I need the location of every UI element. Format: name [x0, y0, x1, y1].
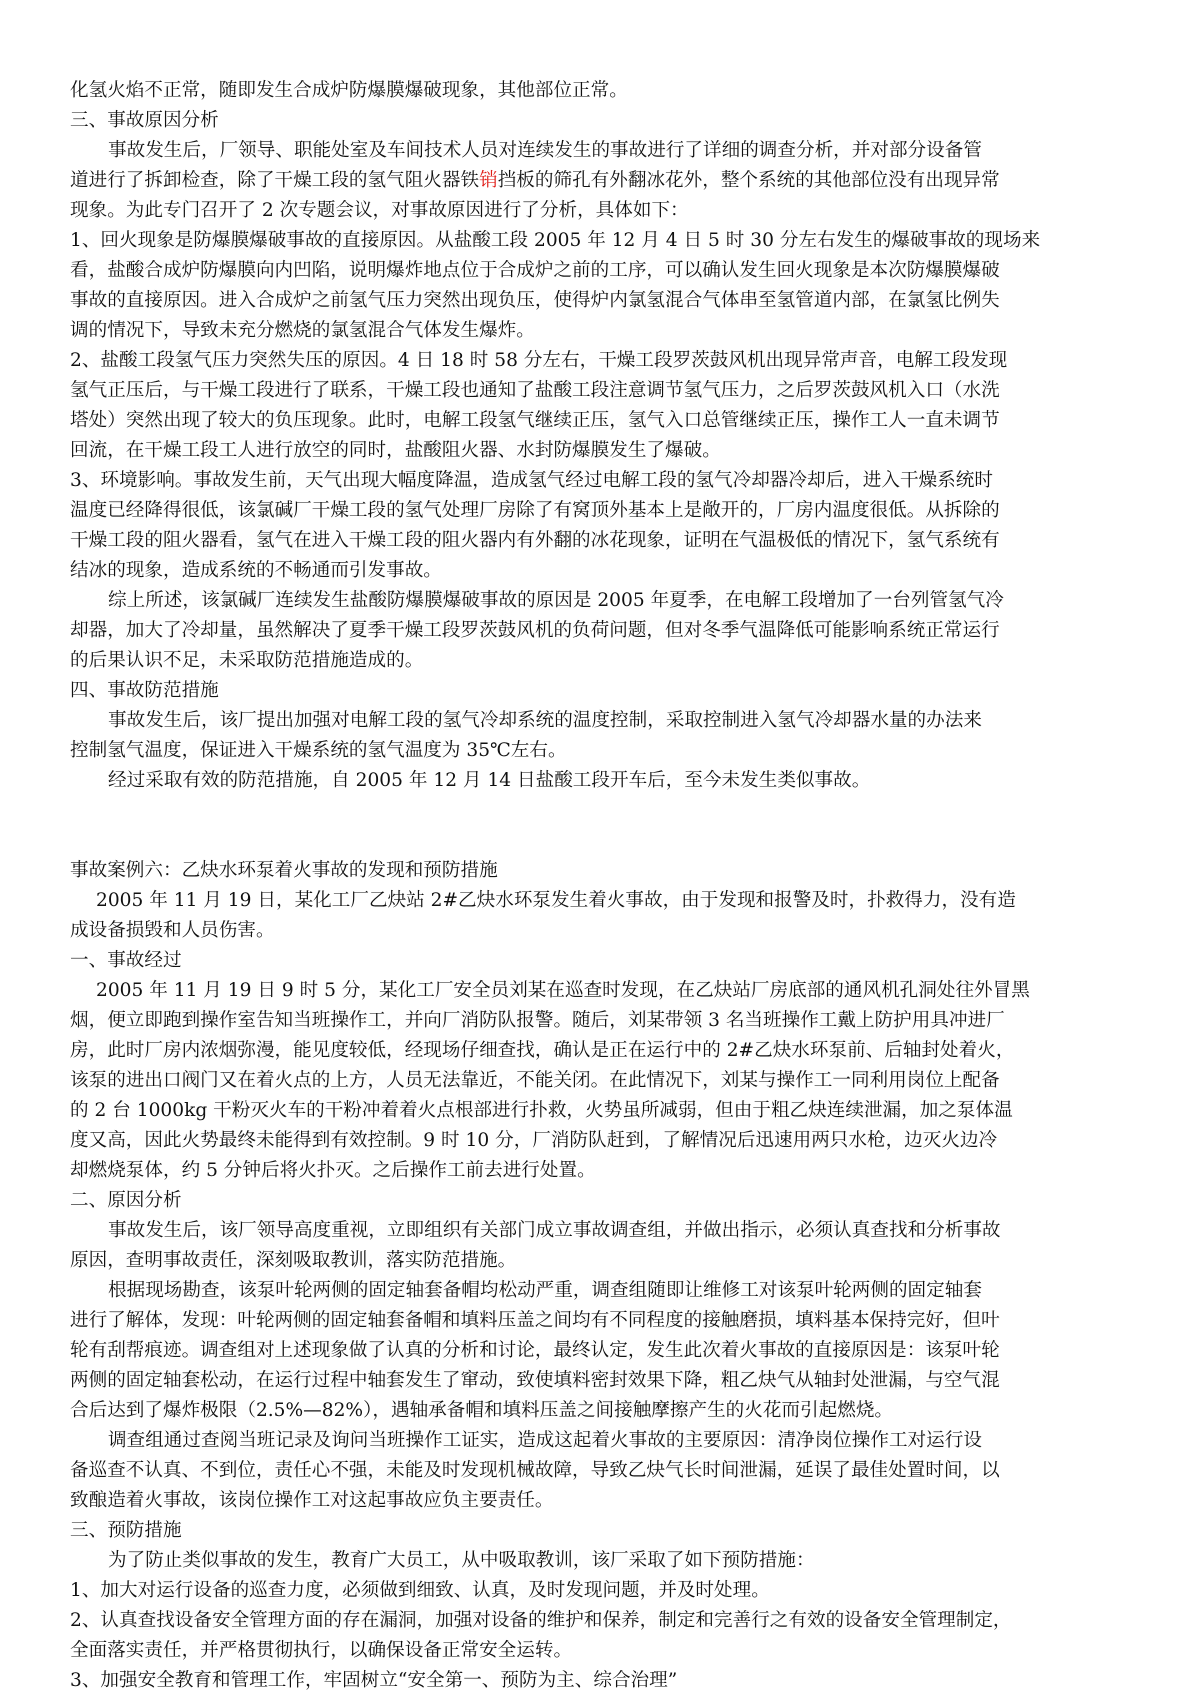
text-line: 两侧的固定轴套松动，在运行过程中轴套发生了窜动，致使填料密封效果下降，粗乙炔气从轴封处泄漏，与空气混	[70, 1370, 1000, 1391]
text-line: 合后达到了爆炸极限（2.5%—82%），遇轴承备帽和填料压盖之间接触摩擦产生的火花而引起燃烧。	[70, 1400, 894, 1421]
text-line: 综上所述，该氯碱厂连续发生盐酸防爆膜爆破事故的原因是 2005 年夏季，在电解工段增加了一台列管氢气冷	[108, 590, 1004, 611]
text-line: 1、回火现象是防爆膜爆破事故的直接原因。从盐酸工段 2005 年 12 月 4 日 5 时 30 分左右发生的爆破事故的现场来	[70, 230, 1041, 251]
section-heading: 四、事故防范措施	[70, 680, 219, 701]
text-line: 回流，在干燥工段工人进行放空的同时，盐酸阻火器、水封防爆膜发生了爆破。	[70, 440, 721, 461]
text-line: 致酿造着火事故，该岗位操作工对这起事故应负主要责任。	[70, 1490, 554, 1511]
text-line: 看，盐酸合成炉防爆膜向内凹陷，说明爆炸地点位于合成炉之前的工序，可以确认发生回火现象是本次防爆膜爆破	[70, 260, 1000, 281]
text-line: 干燥工段的阻火器看，氢气在进入干燥工段的阻火器内有外翻的冰花现象，证明在气温极低的情况下，氢气系统有	[70, 530, 1000, 551]
text-line: 结冰的现象，造成系统的不畅通而引发事故。	[70, 560, 442, 581]
case-title: 事故案例六：乙炔水环泵着火事故的发现和预防措施	[70, 860, 498, 881]
section-heading: 一、事故经过	[70, 950, 182, 971]
text-line: 烟，便立即跑到操作室告知当班操作工，并向厂消防队报警。随后，刘某带领 3 名当班操作工戴上防护用具冲进厂	[70, 1010, 1005, 1031]
text-line: 事故发生后，该厂提出加强对电解工段的氢气冷却系统的温度控制，采取控制进入氢气冷却器水量的办法来	[108, 710, 982, 731]
text-line: 道进行了拆卸检查，除了干燥工段的氢气阻火器铁销挡板的筛孔有外翻冰花外，整个系统的其他部位没有出现异常	[70, 170, 1000, 191]
text-line: 化氢火焰不正常，随即发生合成炉防爆膜爆破现象，其他部位正常。	[70, 80, 628, 101]
text-line: 2005 年 11 月 19 日，某化工厂乙炔站 2#乙炔水环泵发生着火事故，由于发现和报警及时，扑救得力，没有造	[96, 890, 1016, 911]
text-line: 轮有刮帮痕迹。调查组对上述现象做了认真的分析和讨论，最终认定，发生此次着火事故的直接原因是：该泵叶轮	[70, 1340, 1000, 1361]
text-line: 塔处）突然出现了较大的负压现象。此时，电解工段氢气继续正压，氢气入口总管继续正压，操作工人一直未调节	[70, 410, 1000, 431]
text-line: 的后果认识不足，未采取防范措施造成的。	[70, 650, 424, 671]
text-line: 事故发生后，厂领导、职能处室及车间技术人员对连续发生的事故进行了详细的调查分析，并对部分设备管	[108, 140, 982, 161]
text-line: 的 2 台 1000kg 干粉灭火车的干粉冲着着火点根部进行扑救，火势虽所减弱，但由于粗乙炔连续泄漏，加之泵体温	[70, 1100, 1013, 1121]
text-line: 备巡查不认真、不到位，责任心不强，未能及时发现机械故障，导致乙炔气长时间泄漏，延误了最佳处置时间，以	[70, 1460, 1000, 1481]
text-line: 进行了解体，发现：叶轮两侧的固定轴套备帽和填料压盖之间均有不同程度的接触磨损，填料基本保持完好，但叶	[70, 1310, 1000, 1331]
text-line: 事故的直接原因。进入合成炉之前氢气压力突然出现负压，使得炉内氯氢混合气体串至氢管道内部，在氯氢比例失	[70, 290, 1000, 311]
text-line: 氢气正压后，与干燥工段进行了联系，干燥工段也通知了盐酸工段注意调节氢气压力，之后罗茨鼓风机入口（水洗	[70, 380, 1000, 401]
spacer	[70, 796, 1121, 856]
text-line: 现象。为此专门召开了 2 次专题会议，对事故原因进行了分析，具体如下：	[70, 200, 689, 221]
section-heading: 三、事故原因分析	[70, 110, 219, 131]
text-line: 根据现场勘查，该泵叶轮两侧的固定轴套备帽均松动严重，调查组随即让维修工对该泵叶轮两侧的固定轴套	[108, 1280, 982, 1301]
text-line: 控制氢气温度，保证进入干燥系统的氢气温度为 35℃左右。	[70, 740, 567, 761]
text-line: 为了防止类似事故的发生，教育广大员工，从中吸取教训，该厂采取了如下预防措施：	[108, 1550, 815, 1571]
text-line: 事故发生后，该厂领导高度重视，立即组织有关部门成立事故调查组，并做出指示，必须认真查找和分析事故	[108, 1220, 1001, 1241]
text-line: 3、环境影响。事故发生前，天气出现大幅度降温，造成氢气经过电解工段的氢气冷却器冷却后，进入干燥系统时	[70, 470, 993, 491]
text-line: 度又高，因此火势最终未能得到有效控制。9 时 10 分，厂消防队赶到，了解情况后迅速用两只水枪，边灭火边冷	[70, 1130, 998, 1151]
text-line: 房，此时厂房内浓烟弥漫，能见度较低，经现场仔细查找，确认是正在运行中的 2#乙炔水环泵前、后轴封处着火，	[70, 1040, 1015, 1061]
list-item: 2、认真查找设备安全管理方面的存在漏洞，加强对设备的维护和保养，制定和完善行之有效的设备安全管理制定，	[70, 1610, 1012, 1631]
text-line: 原因，查明事故责任，深刻吸取教训，落实防范措施。	[70, 1250, 517, 1271]
text-line: 2、盐酸工段氢气压力突然失压的原因。4 日 18 时 58 分左右，干燥工段罗茨鼓风机出现异常声音，电解工段发现	[70, 350, 1008, 371]
text-line: 却器，加大了冷却量，虽然解决了夏季干燥工段罗茨鼓风机的负荷问题，但对冬季气温降低可能影响系统正常运行	[70, 620, 1000, 641]
section-heading: 二、原因分析	[70, 1190, 182, 1211]
text-line: 成设备损毁和人员伤害。	[70, 920, 275, 941]
text-line: 2005 年 11 月 19 日 9 时 5 分，某化工厂安全员刘某在巡查时发现，在乙炔站厂房底部的通风机孔洞处往外冒黑	[96, 980, 1030, 1001]
text-line: 调查组通过查阅当班记录及询问当班操作工证实，造成这起着火事故的主要原因：清净岗位操作工对运行设	[108, 1430, 982, 1451]
text-line: 温度已经降得很低，该氯碱厂干燥工段的氢气处理厂房除了有窝顶外基本上是敞开的，厂房内温度很低。从拆除的	[70, 500, 1000, 521]
text-line: 全面落实责任，并严格贯彻执行，以确保设备正常安全运转。	[70, 1640, 573, 1661]
list-item: 1、加大对运行设备的巡查力度，必须做到细致、认真，及时发现问题，并及时处理。	[70, 1580, 770, 1601]
text-line: 经过采取有效的防范措施，自 2005 年 12 月 14 日盐酸工段开车后，至今未发生类似事故。	[108, 770, 871, 791]
text-line: 却燃烧泵体，约 5 分钟后将火扑灭。之后操作工前去进行处置。	[70, 1160, 596, 1181]
text-line: 该泵的进出口阀门又在着火点的上方，人员无法靠近，不能关闭。在此情况下，刘某与操作工一同利用岗位上配备	[70, 1070, 1000, 1091]
section-heading: 三、预防措施	[70, 1520, 182, 1541]
highlighted-char: 销	[479, 170, 498, 191]
text-line: 调的情况下，导致未充分燃烧的氯氢混合气体发生爆炸。	[70, 320, 535, 341]
list-item: 3、加强安全教育和管理工作，牢固树立“安全第一、预防为主、综合治理”	[70, 1670, 678, 1691]
